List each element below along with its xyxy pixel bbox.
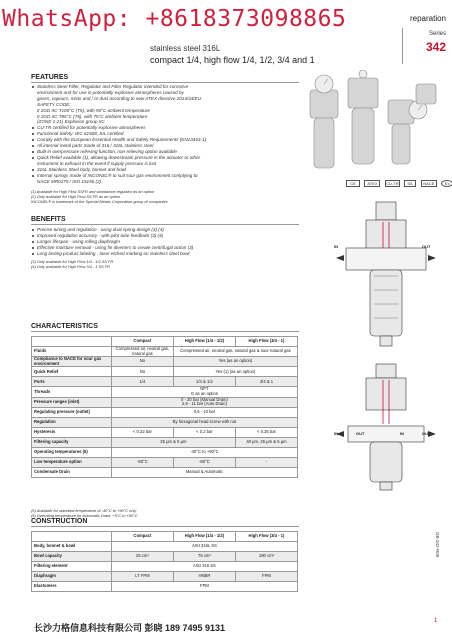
benefit-item: Precise tuning and regulation - using dual spring design (3) (4) [31, 227, 306, 233]
category-label: reparation [409, 14, 446, 23]
feature-item: 316L Stainless Steel body, bonnet and bowl [31, 167, 306, 173]
footnote: (3) Only available for High Flow 1/4 - 1/2 SS FR [31, 259, 114, 264]
column-header: High Flow (3/4 - 1) [235, 337, 297, 347]
cross-section-diagram-lower [336, 362, 436, 492]
footnote: INCONEL® is trademark of the Special Metals Corporation group of companies [31, 199, 168, 205]
table-row [32, 347, 298, 357]
row-label: Quick Relief [32, 367, 112, 377]
feature-item: Quick Relief available (1), allowing downstream pressure in the actuator or other [31, 155, 306, 161]
cross-section-upper-image [336, 200, 436, 350]
whatsapp-watermark: WhatsApp: +8618373098865 [2, 6, 347, 32]
footnote: (5) Operating temperature for Automatic Drain: +5°C to +60°C [31, 513, 138, 519]
row-label: Regulating pressure (outlet) [32, 407, 112, 417]
table-row [32, 397, 298, 407]
out-label: OUT [422, 244, 431, 249]
table-cell: FPM [111, 582, 297, 592]
table-row [32, 377, 298, 387]
features-notes [31, 189, 301, 205]
row-label: Threads [32, 387, 112, 397]
cert-ex: Ex [441, 180, 452, 187]
table-cell: AISI 316 SS [111, 562, 297, 572]
row-label: Ports [32, 377, 112, 387]
table-cell: 3/4 & 1 [235, 377, 297, 387]
feature-item: gases, vapours, mists and / or dust according to new ATEX directive 2014/34/EU. [37, 95, 203, 101]
table-cell: Manual & Automatic [111, 467, 297, 477]
header-divider [402, 28, 403, 64]
table-cell: AISI 316L SS [111, 542, 297, 552]
feature-item: SAFETY CODE: [37, 101, 71, 107]
column-header [32, 337, 112, 347]
table-cell: HNBR [173, 572, 235, 582]
construction-rule [31, 526, 299, 527]
row-label: Body, bonnet & bowl [32, 542, 112, 552]
table-row [32, 572, 298, 582]
characteristics-notes [31, 508, 301, 518]
table-cell: -60°C [173, 457, 235, 467]
table-cell: 180 cm³ [235, 552, 297, 562]
product-photo [300, 70, 450, 186]
feature-item: Stainless Steel Filter, Regulator and Filter Regulator intended for corrosive [31, 84, 306, 90]
cert-nace: NACE [421, 180, 437, 187]
column-header [32, 532, 112, 542]
table-row [32, 357, 298, 367]
table-cell: 0 - 20 bar (Manual Drain) 2,5 - 11 bar (Auto Drain) [111, 397, 297, 407]
footnote: (2) Only available for High Flow SS FR as an option [31, 194, 121, 200]
table-row [32, 582, 298, 592]
benefits-list [31, 227, 306, 257]
characteristics-table [31, 336, 298, 478]
row-label: Filtering capacity [32, 437, 112, 447]
table-cell: < 0,32 bar [111, 427, 173, 437]
row-label: Operating temperatures (5) [32, 447, 112, 457]
table-cell: - [235, 457, 297, 467]
product-photo-image [300, 70, 442, 182]
footer-contact: 长沙力格信息科技有限公司 彭晓 189 7495 9131 [34, 623, 226, 633]
cert-sil: SIL [404, 180, 416, 187]
features-rule [31, 82, 299, 83]
cert-logos [346, 172, 452, 190]
table-cell: FPM [235, 572, 297, 582]
row-label: Diaphragm [32, 572, 112, 582]
table-row [32, 457, 298, 467]
table-cell: 75 cm³ [173, 552, 235, 562]
table-cell: 40 µm, 25 µm & 5 µm [235, 437, 297, 447]
table-cell: Yes (1) (as an option) [173, 367, 297, 377]
column-header: High Flow (1/4 - 1/2) [173, 337, 235, 347]
column-header: Compact [111, 337, 173, 347]
construction-table [31, 531, 298, 592]
table-row [32, 552, 298, 562]
in-label: IN [400, 431, 404, 436]
row-label: Hysteresis [32, 427, 112, 437]
table-row [32, 427, 298, 437]
features-title: FEATURES [31, 74, 69, 81]
characteristics-rule [31, 331, 299, 332]
table-cell: No [111, 367, 173, 377]
footnote: (5) Available for standard temperature of -40°C to +90°C only [31, 508, 137, 513]
row-label: Pressure ranges (inlet) [32, 397, 112, 407]
feature-item: environment and for use in potentially explosive atmospheres caused by [37, 89, 184, 95]
series-number: 342 [425, 40, 446, 54]
subtitle-material: stainless steel 316L [150, 44, 221, 53]
feature-item: CU-TR certified for potentially explosive atmospheres [31, 125, 306, 131]
table-row [32, 437, 298, 447]
out-label: OUT [422, 431, 431, 436]
subtitle-sizes: compact 1/4, high flow 1/4, 1/2, 3/4 and 1 [150, 55, 315, 65]
table-cell: By hexagonal head screw with nut [111, 417, 297, 427]
cert-cutr: CU-TR [386, 181, 399, 186]
row-label: Condensate Drain [32, 467, 112, 477]
in-label: IN [334, 431, 338, 436]
feature-item: instrument to exhaust in the event if supply pressure is lost [37, 160, 157, 166]
table-row [32, 417, 298, 427]
feature-item: (ZONE 1-21) Explosion group IIC [37, 119, 105, 125]
table-cell: No [111, 357, 173, 367]
table-cell: Compressed air, neutral gas, natural gas [111, 347, 173, 357]
feature-item: All internal metal parts made of 316 / 316L stainless steel [31, 143, 306, 149]
table-cell: 1/4 & 1/2 [173, 377, 235, 387]
table-header-row [32, 532, 298, 542]
table-row [32, 467, 298, 477]
benefit-item: Long lasting product labeling - laser etched marking on stainless steel bowl [31, 251, 306, 257]
benefits-rule [31, 224, 299, 225]
row-label: Regulation [32, 417, 112, 427]
row-label: Compliance to NACE for sour gas environment [32, 357, 112, 367]
construction-title: CONSTRUCTION [31, 518, 88, 525]
out-label: OUT [356, 431, 365, 436]
table-row [32, 407, 298, 417]
table-cell: 25 cm³ [111, 552, 173, 562]
row-label: Bowl capacity [32, 552, 112, 562]
table-row [32, 387, 298, 397]
table-row [32, 542, 298, 552]
benefit-item: Longer lifespan - using rolling diaphragm [31, 239, 306, 245]
table-row [32, 447, 298, 457]
table-cell: -40°C to +90°C [111, 447, 297, 457]
column-header: Compact [111, 532, 173, 542]
feature-item: Internal springs made of INCONEL® to suit sour gas environment complying to [31, 173, 306, 179]
table-row [32, 367, 298, 377]
footnote: (4) Only available for High Flow 3/4 - 1 SS FR [31, 264, 110, 270]
table-cell: LT FPM [111, 572, 173, 582]
row-label: Fluids [32, 347, 112, 357]
benefits-title: BENEFITS [31, 216, 66, 223]
feature-item: Comply with the European Essential Health and Safety Requirements (EN13463-1) [31, 137, 306, 143]
column-header: High Flow (1/4 - 1/2) [173, 532, 235, 542]
table-row [32, 562, 298, 572]
row-label: Elastomers [32, 582, 112, 592]
table-cell: NPT G as an option [111, 387, 297, 397]
feature-item: II 2GD IIC T85°C (T6), with 75°C ambient temperature [37, 113, 148, 119]
row-label: Filtering element [32, 562, 112, 572]
row-label: Low temperature option [32, 457, 112, 467]
table-cell: 25 µm & 5 µm [111, 437, 235, 447]
features-list [31, 84, 306, 184]
column-header: High Flow (3/4 - 1) [235, 532, 297, 542]
table-header-row [32, 337, 298, 347]
benefit-item: Effective moisture removal - using fin diverters to create centrifugal action (3) [31, 245, 306, 251]
feature-item: Functional Safety: IEC 61508, SIL certified [31, 131, 306, 137]
benefit-item: Improved regulation accuracy - with pilot tube feedback (3) (4) [31, 233, 306, 239]
series-block [410, 14, 446, 54]
characteristics-title: CHARACTERISTICS [31, 323, 98, 330]
table-cell: Compressed air, neutral gas, natural gas & sour natural gas [173, 347, 297, 357]
feature-item: NACE MR0175 / ISO 15156 (2) [37, 178, 102, 184]
cross-section-diagram-upper [336, 200, 436, 350]
benefits-notes [31, 259, 301, 269]
cert-atex: ATEX [364, 180, 380, 187]
table-cell: < 0,2 bar [173, 427, 235, 437]
page-number: 1 [434, 618, 438, 624]
table-cell: 0,5 - 10 bar [111, 407, 297, 417]
in-label: IN [334, 244, 338, 249]
footnote: (1) Available for High Flow SSFR and standalone regulator as an option [31, 189, 155, 194]
feature-item: II 2GD IIC T100°C (T5), with 90°C ambient temperature [37, 107, 150, 113]
series-label: Series [428, 31, 446, 37]
table-cell: -50°C [111, 457, 173, 467]
cross-section-lower-image [336, 362, 436, 492]
table-cell: 1/4 [111, 377, 173, 387]
document-code: GB-342-R05 [435, 532, 440, 558]
table-cell: Yes (as an option) [173, 357, 297, 367]
feature-item: Built-in overpressure relieving function, non-relieving option available [31, 149, 306, 155]
table-cell: < 0,25 bar [235, 427, 297, 437]
cert-ce: CE [346, 180, 360, 187]
